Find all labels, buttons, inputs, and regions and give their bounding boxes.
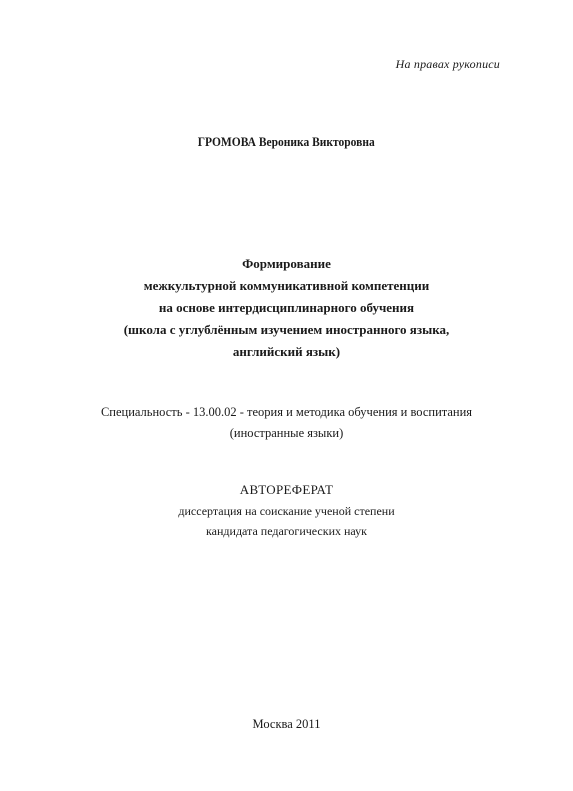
specialty-subfield: (иностранные языки): [229, 426, 344, 440]
title-line: (школа с углублённым изучением иностранного языка,: [123, 322, 450, 337]
manuscript-note: На правах рукописи: [395, 57, 500, 71]
degree-name: кандидата педагогических наук: [206, 524, 367, 538]
title-line: на основе интердисциплинарного обучения: [158, 300, 415, 315]
place-year: Москва 2011: [252, 717, 321, 731]
title-line: английский язык): [232, 344, 341, 359]
dissertation-title: [0, 253, 573, 363]
title-line: межкультурной коммуникативной компетенции: [143, 278, 430, 293]
abstract-block: [0, 480, 573, 541]
abstract-heading: АВТОРЕФЕРАТ: [239, 482, 334, 497]
specialty-block: [0, 402, 573, 444]
title-line: Формирование: [242, 256, 331, 271]
degree-purpose: диссертация на соискание ученой степени: [178, 504, 395, 518]
author-name: ГРОМОВА Вероника Викторовна: [197, 135, 375, 149]
specialty-code: Специальность - 13.00.02 - теория и методика обучения и воспитания: [100, 405, 473, 419]
